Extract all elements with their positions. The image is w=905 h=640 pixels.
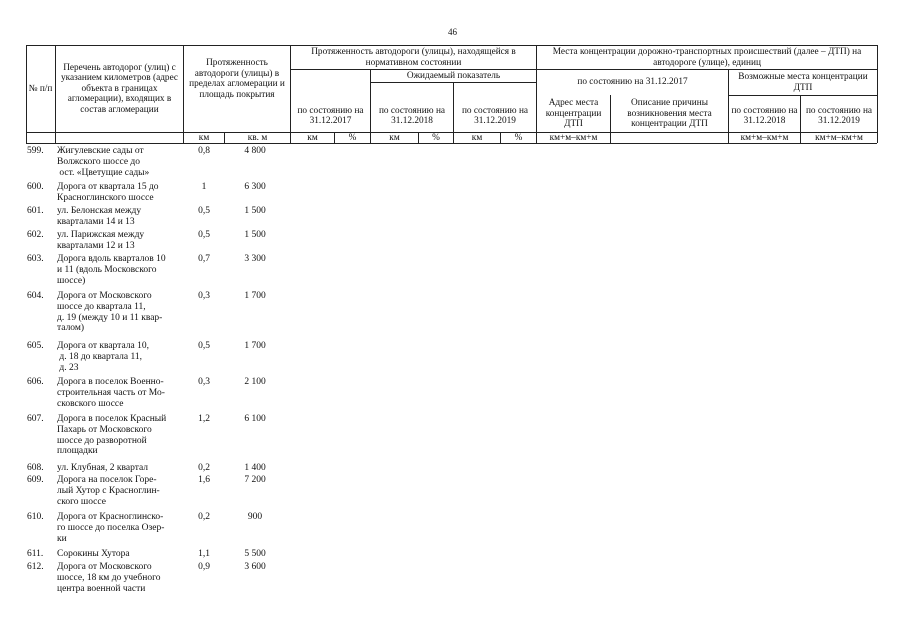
road-name-line: д. 18 до квартала 11, (57, 351, 143, 362)
road-name-line: Дорога в поселок Красный (57, 414, 167, 424)
row-number: 610. (27, 512, 44, 522)
road-name (57, 206, 182, 228)
header-line (728, 95, 877, 96)
header-col-length: Протяженность автодороги (улицы) в пределах агломерации и площадь покрытия (189, 58, 285, 100)
road-name-line: Дорога вдоль кварталов 10 (57, 254, 166, 264)
road-name-line: д. 23 (57, 362, 79, 373)
header-dtp-possible-2019: по состоянию на 31.12.2019 (805, 105, 873, 126)
road-area-sqm: 4 800 (244, 146, 266, 156)
row-number: 602. (27, 230, 44, 240)
unit-km-range: км+м–км+м (740, 132, 789, 143)
road-length-km: 0,2 (198, 512, 210, 522)
road-name-line: шоссе, 18 км до учебного (57, 572, 161, 583)
road-area-sqm: 3 600 (244, 562, 266, 572)
road-name-line: Волжского шоссе до (57, 156, 141, 167)
road-area-sqm: 1 700 (244, 291, 266, 301)
road-name-line: кварталами 12 и 13 (57, 240, 135, 251)
road-length-km: 0,8 (198, 146, 210, 156)
header-col-road-list: Перечень автодорог (улиц) с указанием километров (адрес объекта в границах агломерации), входящих в состав агломерации (60, 62, 179, 115)
page-number: 46 (448, 27, 457, 37)
road-length-km: 0,5 (198, 230, 210, 240)
unit-percent: % (514, 132, 523, 143)
header-dtp-description: Описание причины возникновения места концентрации ДТП (627, 98, 712, 130)
row-number: 603. (27, 254, 44, 264)
road-name (57, 475, 182, 507)
road-length-km: 0,9 (198, 562, 210, 572)
road-name-line: Дорога от квартала 10, (57, 341, 149, 351)
road-area-sqm: 3 300 (244, 254, 266, 264)
unit-percent: % (348, 132, 357, 143)
road-name (57, 377, 182, 409)
road-name-line: шоссе до разворотной (57, 435, 147, 446)
header-col-dtp: Места концентрации дорожно-транспортных происшествий (далее – ДТП) на автодороге (улице), единиц (552, 47, 862, 68)
road-length-km: 0,3 (198, 377, 210, 387)
road-name (57, 291, 182, 334)
road-area-sqm: 2 100 (244, 377, 266, 387)
road-length-km: 0,5 (198, 206, 210, 216)
header-dtp-possible-2018: по состоянию на 31.12.2018 (731, 105, 798, 126)
header-normative-2018: по состоянию на 31.12.2018 (378, 105, 446, 126)
road-name-line: ского шоссе (57, 496, 106, 507)
road-length-km: 0,5 (198, 341, 210, 351)
row-number: 606. (27, 377, 44, 387)
road-name (57, 512, 182, 544)
road-name-line: Жигулевские сады от (57, 146, 144, 156)
road-name (57, 182, 182, 204)
road-name-line: Красноглинского шоссе (57, 192, 154, 203)
road-name-line: ул. Парижская между (57, 230, 145, 240)
unit-km: км (307, 132, 318, 143)
road-name (57, 230, 182, 252)
road-name-line: д. 19 (между 10 и 11 квар- (57, 312, 163, 323)
row-number: 611. (27, 549, 44, 559)
header-border (877, 45, 878, 143)
road-name-line: талом) (57, 323, 85, 334)
road-area-sqm: 6 100 (244, 414, 266, 424)
road-length-km: 1,1 (198, 549, 210, 559)
road-name-line: ул. Белонская между (57, 206, 142, 216)
unit-km-range: км+м–км+м (549, 132, 598, 143)
row-number: 601. (27, 206, 44, 216)
road-name-line: ки (57, 533, 67, 544)
unit-sqm: кв. м (247, 132, 268, 143)
road-length-km: 0,7 (198, 254, 210, 264)
row-number: 612. (27, 562, 44, 572)
road-area-sqm: 5 500 (244, 549, 266, 559)
road-name-line: Дорога от квартала 15 до (57, 182, 159, 192)
row-number: 609. (27, 475, 44, 485)
road-area-sqm: 1 400 (244, 463, 266, 473)
road-length-km: 1,2 (198, 414, 210, 424)
road-name (57, 463, 182, 474)
road-name-line: Дорога от Московского (57, 291, 152, 301)
unit-km: км (389, 132, 400, 143)
header-dtp-address: Адрес места концентрации ДТП (545, 98, 602, 130)
unit-km: км (471, 132, 483, 143)
unit-km-range: км+м–км+м (815, 132, 863, 143)
road-name-line: строительная часть от Мо- (57, 387, 165, 398)
row-number: 608. (27, 463, 44, 473)
road-area-sqm: 6 300 (244, 182, 266, 192)
road-name (57, 549, 182, 560)
road-name-line: Пахарь от Московского (57, 424, 152, 435)
road-length-km: 1 (201, 182, 207, 192)
road-name-line: шоссе) (57, 275, 86, 286)
header-normative-2017: по состоянию на 31.12.2017 (297, 105, 364, 126)
road-name-line: площадки (57, 446, 98, 457)
road-name (57, 254, 182, 286)
road-name-line: сковского шоссе (57, 398, 124, 409)
road-area-sqm: 1 500 (244, 206, 266, 216)
road-area-sqm: 1 700 (244, 341, 266, 351)
header-normative-2019: по состоянию на 31.12.2019 (461, 105, 529, 126)
road-name-line: центра военной части (57, 583, 146, 594)
road-length-km: 0,3 (198, 291, 210, 301)
road-name-line: шоссе до квартала 11, (57, 301, 146, 312)
row-number: 607. (27, 414, 44, 424)
road-name-line: Дорога в поселок Военно- (57, 377, 164, 387)
road-area-sqm: 7 200 (244, 475, 266, 485)
header-col-normative: Протяженность автодороги (улицы), находящейся в нормативном состоянии (311, 47, 516, 68)
road-name (57, 562, 182, 594)
row-number: 599. (27, 146, 44, 156)
road-name-line: и 11 (вдоль Московского (57, 264, 157, 275)
row-number: 605. (27, 341, 44, 351)
unit-km: км (198, 132, 210, 143)
row-number: 600. (27, 182, 44, 192)
road-name-line: кварталами 14 и 13 (57, 216, 135, 227)
road-area-sqm: 1 500 (244, 230, 266, 240)
unit-percent: % (432, 132, 440, 143)
road-name-line: ост. «Цветущие сады» (57, 167, 150, 178)
road-length-km: 0,2 (198, 463, 210, 473)
road-name-line: го шоссе до поселка Озер- (57, 522, 165, 533)
road-name-line: Сорокины Хутора (57, 549, 130, 559)
road-area-sqm: 900 (247, 512, 263, 522)
road-name-line: Дорога на поселок Горе- (57, 475, 157, 485)
road-name (57, 414, 182, 457)
road-name-line: Дорога от Московского (57, 562, 152, 572)
row-number: 604. (27, 291, 44, 301)
header-expected: Ожидаемый показатель (406, 70, 501, 81)
road-name-line: Дорога от Красноглинско- (57, 512, 164, 522)
road-name-line: лый Хутор с Красноглин- (57, 485, 160, 496)
header-dtp-2017: по состоянию на 31.12.2017 (577, 77, 688, 88)
road-name (57, 146, 182, 178)
header-dtp-possible: Возможные места концентрации ДТП (738, 72, 868, 93)
road-name-line: ул. Клубная, 2 квартал (57, 463, 149, 473)
road-name (57, 341, 182, 373)
header-col-number: № п/п (28, 83, 53, 94)
road-length-km: 1,6 (198, 475, 210, 485)
